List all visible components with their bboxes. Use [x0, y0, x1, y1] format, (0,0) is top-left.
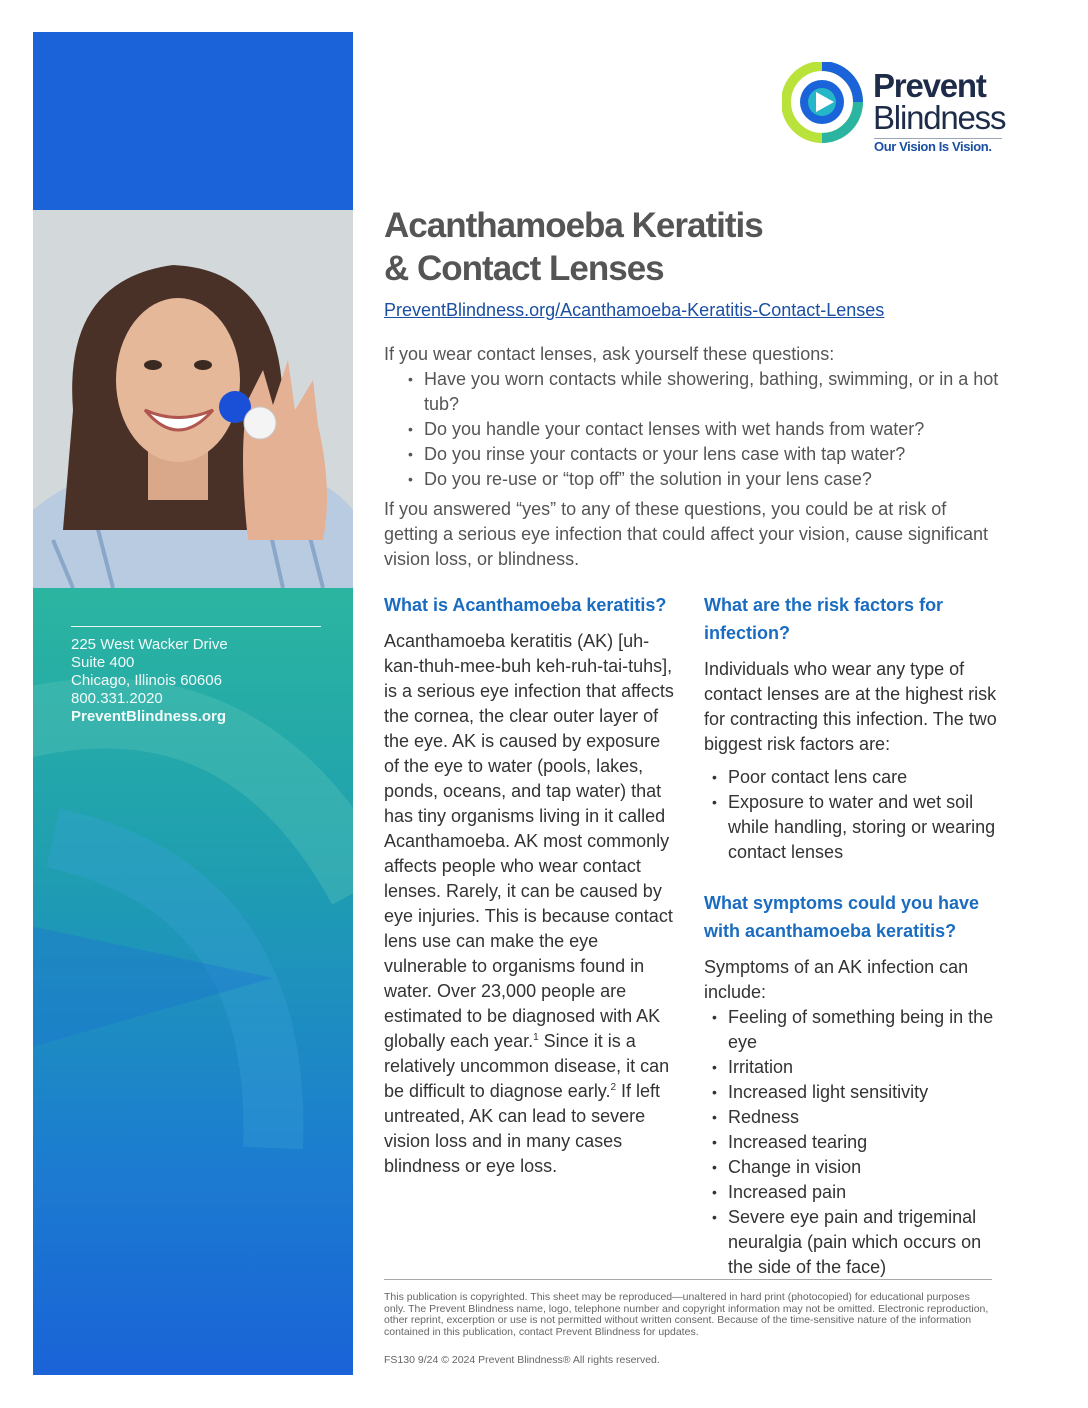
copyright-notice: This publication is copyrighted. This sheet may be reproduced—unaltered in hard print (photocopied) for educational purposes only. The Prevent Blindness name, logo, telephone number and copyright information may not be omitted. Electronic reproduction, other reprint, excerption or use is not permitted without written consent. Because of the time-sensitive nature of the information contained in this publication, contact Prevent Blindness for updates.: [384, 1291, 989, 1338]
section-body: [384, 629, 680, 1179]
risk-list: [704, 765, 1004, 865]
right-column: [704, 591, 1004, 1280]
footer-divider: [384, 1279, 992, 1280]
symptoms-body: Symptoms of an AK infection can include:: [704, 957, 969, 1002]
body-part-3: If left untreated, AK can lead to severe vision loss and in many cases blindness or eye loss.: [384, 1081, 661, 1176]
intro-lead: If you wear contact lenses, ask yourself these questions:: [384, 344, 835, 364]
symptoms-list: [704, 1005, 1004, 1280]
publication-id: FS130 9/24 © 2024 Prevent Blindness® All rights reserved.: [384, 1354, 660, 1366]
risk-body: Individuals who wear any type of contact lenses are at the highest risk for contracting this infection. The two biggest risk factors are:: [704, 659, 997, 754]
logo-wordmark: [873, 67, 1006, 136]
website-link[interactable]: PreventBlindness.org: [71, 708, 227, 725]
photo-illustration: [33, 210, 353, 588]
contact-address: [71, 636, 228, 726]
body-part-2: Since it is a relatively uncommon disease, it can be difficult to diagnose early.: [384, 1031, 670, 1101]
section-what-is-ak: [384, 591, 680, 1179]
logo-name-line2: Blindness: [873, 99, 1006, 136]
phone-number: 800.331.2020: [71, 690, 163, 707]
logo-tagline: Our Vision Is Vision.: [874, 139, 992, 154]
address-line-2: Suite 400: [71, 654, 135, 671]
section-heading-risk: What are the risk factors for infection?: [704, 595, 944, 643]
page-url-link[interactable]: PreventBlindness.org/Acanthamoeba-Keratitis-Contact-Lenses: [384, 300, 885, 320]
section-heading: What is Acanthamoeba keratitis?: [384, 595, 667, 615]
list-item: • Do you re-use or “top off” the solution in your lens case?: [400, 467, 1004, 492]
address-line-1: 225 West Wacker Drive: [71, 636, 228, 653]
list-item: • Increased pain: [704, 1180, 1004, 1205]
question-list: [400, 367, 1004, 492]
intro-questions: [384, 342, 1004, 492]
list-item: • Feeling of something being in the eye: [704, 1005, 1004, 1055]
intro-conclusion: If you answered “yes” to any of these questions, you could be at risk of getting a serious eye infection that could affect your vision, cause significant vision loss, or blindness.: [384, 499, 989, 569]
body-part-1: Acanthamoeba keratitis (AK) [uh-kan-thuh-mee-buh keh-ruh-tai-tuhs], is a serious eye infection that affects the cornea, the clear outer layer of the eye. AK is caused by exposure of the eye to water (pools, lakes, ponds, oceans, and tap water) that has tiny organisms living in it called Acanthamoeba. AK most commonly affects people who wear contact lenses. Rarely, it can be caused by eye injuries. This is because contact lens use can make the eye vulnerable to organisms found in water. Over 23,000 people are estimated to be diagnosed with AK globally each year.: [384, 631, 674, 1051]
photo-woman-holding-contact-lens-case: [33, 210, 353, 588]
list-item: • Have you worn contacts while showering, bathing, swimming, or in a hot tub?: [400, 367, 1004, 417]
sidebar-blue-block: [33, 32, 353, 210]
list-item: • Irritation: [704, 1055, 1004, 1080]
reference-1: 1: [533, 1032, 539, 1043]
list-item: • Do you rinse your contacts or your lens case with tap water?: [400, 442, 1004, 467]
logo-name-line1: Prevent: [873, 67, 986, 104]
title-line-1: Acanthamoeba Keratitis: [384, 206, 763, 245]
list-item: • Redness: [704, 1105, 1004, 1130]
list-item: • Poor contact lens care: [704, 765, 1004, 790]
reference-2: 2: [610, 1082, 617, 1093]
sidebar-gradient-block: [33, 588, 353, 1375]
list-item: • Exposure to water and wet soil while handling, storing or wearing contact lenses: [704, 790, 1004, 865]
list-item: • Increased light sensitivity: [704, 1080, 1004, 1105]
address-line-3: Chicago, Illinois 60606: [71, 672, 222, 689]
title-line-2: & Contact Lenses: [384, 249, 664, 288]
sidebar-divider: [71, 626, 321, 627]
list-item: • Severe eye pain and trigeminal neuralgia (pain which occurs on the side of the face): [704, 1205, 1004, 1280]
list-item: • Increased tearing: [704, 1130, 1004, 1155]
list-item: • Change in vision: [704, 1155, 1004, 1180]
list-item: • Do you handle your contact lenses with wet hands from water?: [400, 417, 1004, 442]
section-heading-symptoms: What symptoms could you have with acanthamoeba keratitis?: [704, 893, 980, 941]
sidebar: [33, 32, 353, 1375]
page-title: [384, 204, 1004, 290]
